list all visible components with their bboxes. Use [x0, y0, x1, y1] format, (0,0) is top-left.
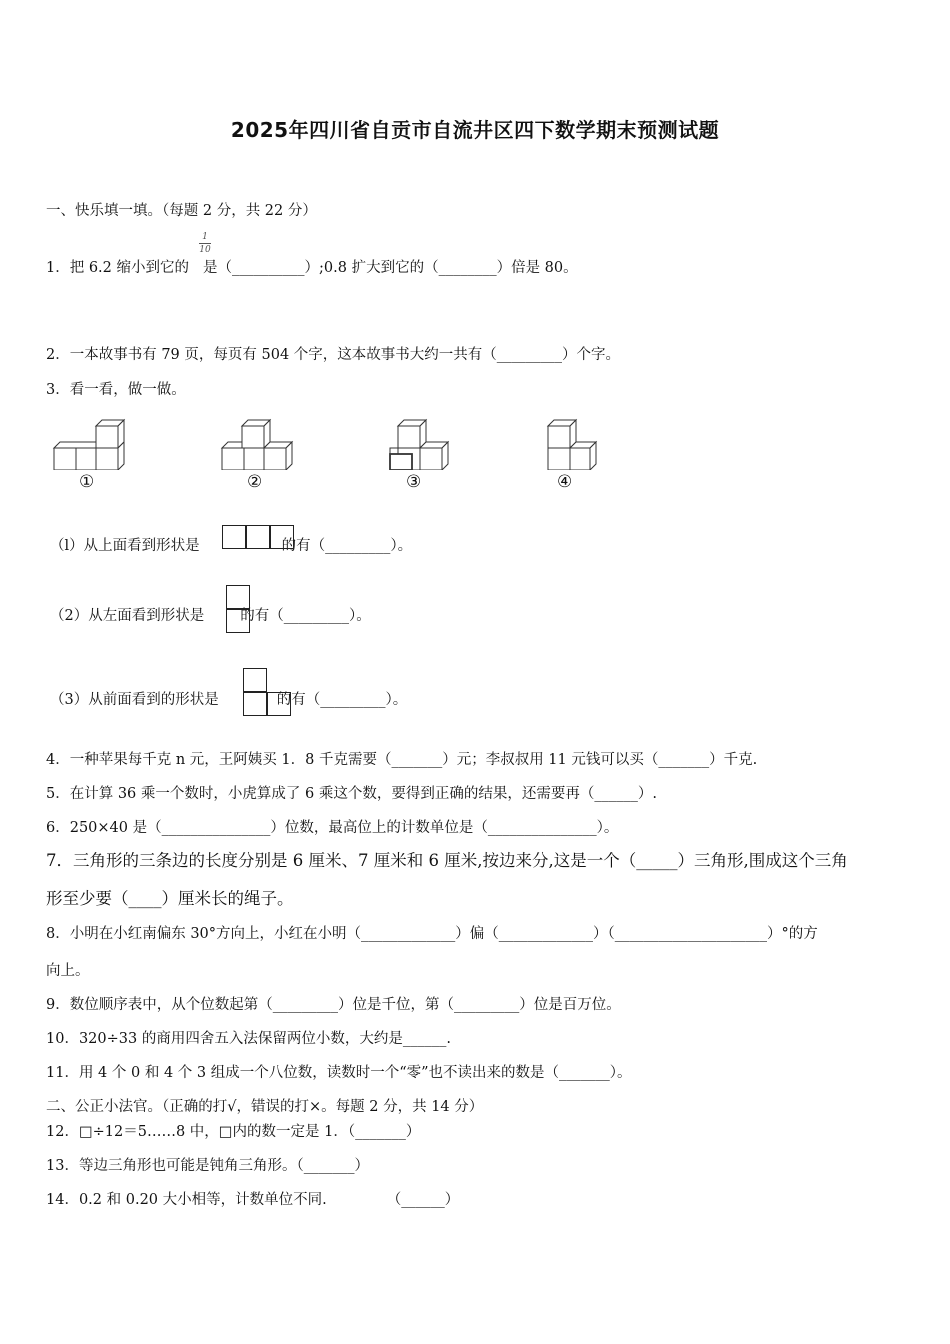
cube-figure-1 — [52, 418, 132, 470]
figure-label-3: ③ — [406, 472, 422, 492]
question-9: 9．数位顺序表中，从个位数起第（_________）位是千位，第（_________）位是百万位。 — [46, 997, 621, 1013]
section-1-heading: 一、快乐填一填。（每题 2 分，共 22 分） — [46, 203, 317, 219]
question-13: 13．等边三角形也可能是钝角三角形。（_______） — [46, 1158, 369, 1174]
cube-figure-3 — [386, 418, 456, 470]
question-3-3-part-b: 的有（_________）。 — [276, 692, 408, 708]
fraction-one-tenth — [199, 232, 211, 255]
fraction-numerator: 1 — [202, 232, 208, 242]
question-7-line-2: 形至少要（____）厘米长的绳子。 — [46, 889, 294, 908]
fraction-denominator: 10 — [199, 245, 211, 255]
question-3-3-part-a: （3）从前面看到的形状是 — [50, 692, 219, 708]
question-8-line-2: 向上。 — [46, 963, 90, 979]
page-title: 2025年四川省自贡市自流井区四下数学期末预测试题 — [230, 118, 720, 142]
question-14-text: 14．0.2 和 0.20 大小相等，计数单位不同. — [46, 1192, 327, 1208]
question-11: 11．用 4 个 0 和 4 个 3 组成一个八位数，读数时一个“零”也不读出来的数是（_______）。 — [46, 1065, 632, 1081]
question-4: 4．一种苹果每千克 n 元，王阿姨买 1．8 千克需要（_______）元；李叔叔用 11 元钱可以买（_______）千克. — [46, 752, 758, 768]
figure-label-2: ② — [247, 472, 263, 492]
question-1 — [46, 258, 578, 278]
question-3-2 — [50, 606, 371, 626]
question-1-part-b: 是（__________）;0.8 扩大到它的（________）倍是 80。 — [203, 260, 578, 276]
question-3-2-part-b: 的有（_________）。 — [240, 608, 371, 624]
cube-figure-4 — [546, 418, 606, 470]
figure-label-1: ① — [79, 472, 95, 492]
question-3-1-part-b: 的有（_________）。 — [281, 538, 413, 554]
question-3-1-part-a: （l）从上面看到形状是 — [50, 538, 200, 554]
question-12: 12．□÷12＝5……8 中，□内的数一定是 1．（_______） — [46, 1124, 421, 1140]
question-3: 3．看一看，做一做。 — [46, 382, 186, 398]
section-2-heading: 二、公正小法官。（正确的打√，错误的打×。每题 2 分，共 14 分） — [46, 1099, 484, 1115]
question-5: 5．在计算 36 乘一个数时，小虎算成了 6 乘这个数，要得到正确的结果，还需要再（______）. — [46, 786, 657, 802]
question-1-part-a: 1．把 6.2 缩小到它的 — [46, 260, 190, 276]
cube-figure-2 — [220, 418, 300, 470]
question-14 — [46, 1190, 459, 1210]
question-3-2-part-a: （2）从左面看到形状是 — [50, 608, 205, 624]
question-14-answer-blank: （______） — [386, 1192, 460, 1208]
question-3-3 — [50, 690, 407, 710]
question-6: 6．250×40 是（_______________）位数，最高位上的计数单位是（_______________）。 — [46, 820, 619, 836]
figure-label-4: ④ — [557, 472, 573, 492]
question-8-line-1: 8．小明在小红南偏东 30°方向上，小红在小明（_____________）偏（_____________）（_____________________）°的方 — [46, 926, 818, 942]
question-7-line-1: 7．三角形的三条边的长度分别是 6 厘米、7 厘米和 6 厘米,按边来分,这是一个（_____）三角形,围成这个三角 — [46, 851, 848, 870]
question-2: 2．一本故事书有 79 页，每页有 504 个字，这本故事书大约一共有（_________）个字。 — [46, 347, 621, 363]
question-10: 10．320÷33 的商用四舍五入法保留两位小数，大约是______. — [46, 1031, 451, 1047]
